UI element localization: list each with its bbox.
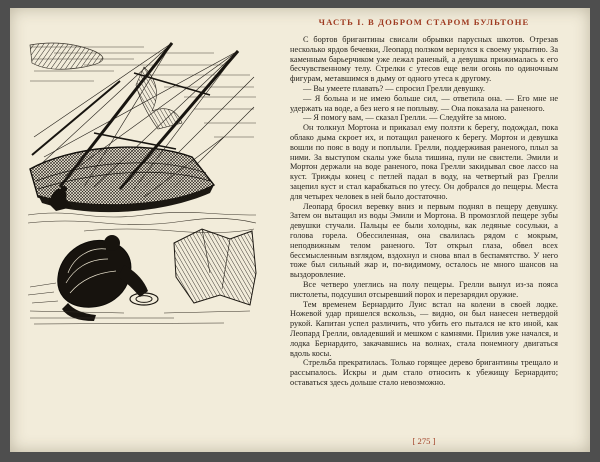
body-paragraph: — Я помогу вам, — сказал Грелли. — Следуйте за мною. [303,113,507,123]
page-content [24,14,558,446]
running-head: ЧАСТЬ I. В ДОБРОМ СТАРОМ БУЛЬТОНЕ [318,17,530,27]
book-page [10,8,590,452]
waterline [28,212,256,232]
book-illustration [24,35,266,446]
crouching-figure [58,235,148,321]
body-paragraph: — Я больна и не имею больше сил, — ответила она. — Его мне не удержать на воде, а без него я не поплыву. — Она показала на раненого. [290,93,558,113]
rope-coil [130,293,158,305]
rocks-group [174,229,256,305]
body-paragraph: Леопард бросил веревку вниз и первым поднял в пещеру девушку. Затем он вытащил из воды Эмили и Мортона. В промозглой пещере зубы девушки стучали. Пальцы ее были холодны, как ледяные сосульки, а голова горела. Обессиленная, она свалилась рядом с мокрым, неподвижным телом раненого. Тот открыл глаза, обвел всех бессмысленным взглядом, вздохнул и снова впал в беспамятство. У него тоже был сильный жар и, по-видимому, осталось не много шансов на выздоровление. [290,201,558,280]
page-number: [ 275 ] [412,436,436,446]
body-paragraph: — Вы умеете плавать? — спросил Грелли девушку. [303,83,485,93]
shipwreck-engraving [24,37,262,327]
body-text-column [290,35,558,431]
body-paragraph: Стрельба прекратилась. Только горящее дерево бригантины трещало и рассыпалось. Искры и дым стало относить к убежищу Бернардито; оставаться здесь дольше стало невозможно. [290,358,558,387]
body-paragraph: Тем временем Бернардито Луис встал на колени в своей лодке. Ножевой удар пришелся вскользь, — видно, он был нанесен нетвердой рукой. Капитан успел различить, что убить его пытался не кто иной, как Леопард Грелли, овладевший и мешком с камнями. Прилив уже начался, и лодка Бернардито, закачавшись на волнах, стала понемногу двигаться вдоль косы. [290,299,558,358]
body-paragraph: Все четверо улеглись на полу пещеры. Грелли вынул из-за пояса пистолеты, подсушил отсыревший порох и перезарядил оружие. [290,279,558,299]
body-paragraph: Он толкнул Мортона и приказал ему ползти к берегу, подождал, пока облако дыма скроет их, и потащил раненого к берегу. Мортон и девушка вошли по пояс в воду и поплыли. Грелли, поддерживая раненого, плыл за ними. За выступом скалы уже была тишина, пули не свистели. Эмили и Мортон держали на воде раненого, пока Грелли закидывал свое лассо на куст. Трижды конец с петлей падал в воду, на четвертый раз Грелли зацепил куст и стал карабкаться по утесу. Он добрался до пещеры. Места для четырех человек в ней было достаточно. [290,123,558,201]
body-paragraph: С бортов бригантины свисали обрывки парусных шкотов. Отрезав несколько ярдов бечевки, Леопард ползком вернулся к своему укрытию. За каменным барьерчиком уже лежал раненый, а девушка прижималась к его бесчувственному телу. Стрелки с утесов еще вели огонь по одиночным фигурам, метавшимся в дыму от одного утеса к другому. [290,35,558,84]
